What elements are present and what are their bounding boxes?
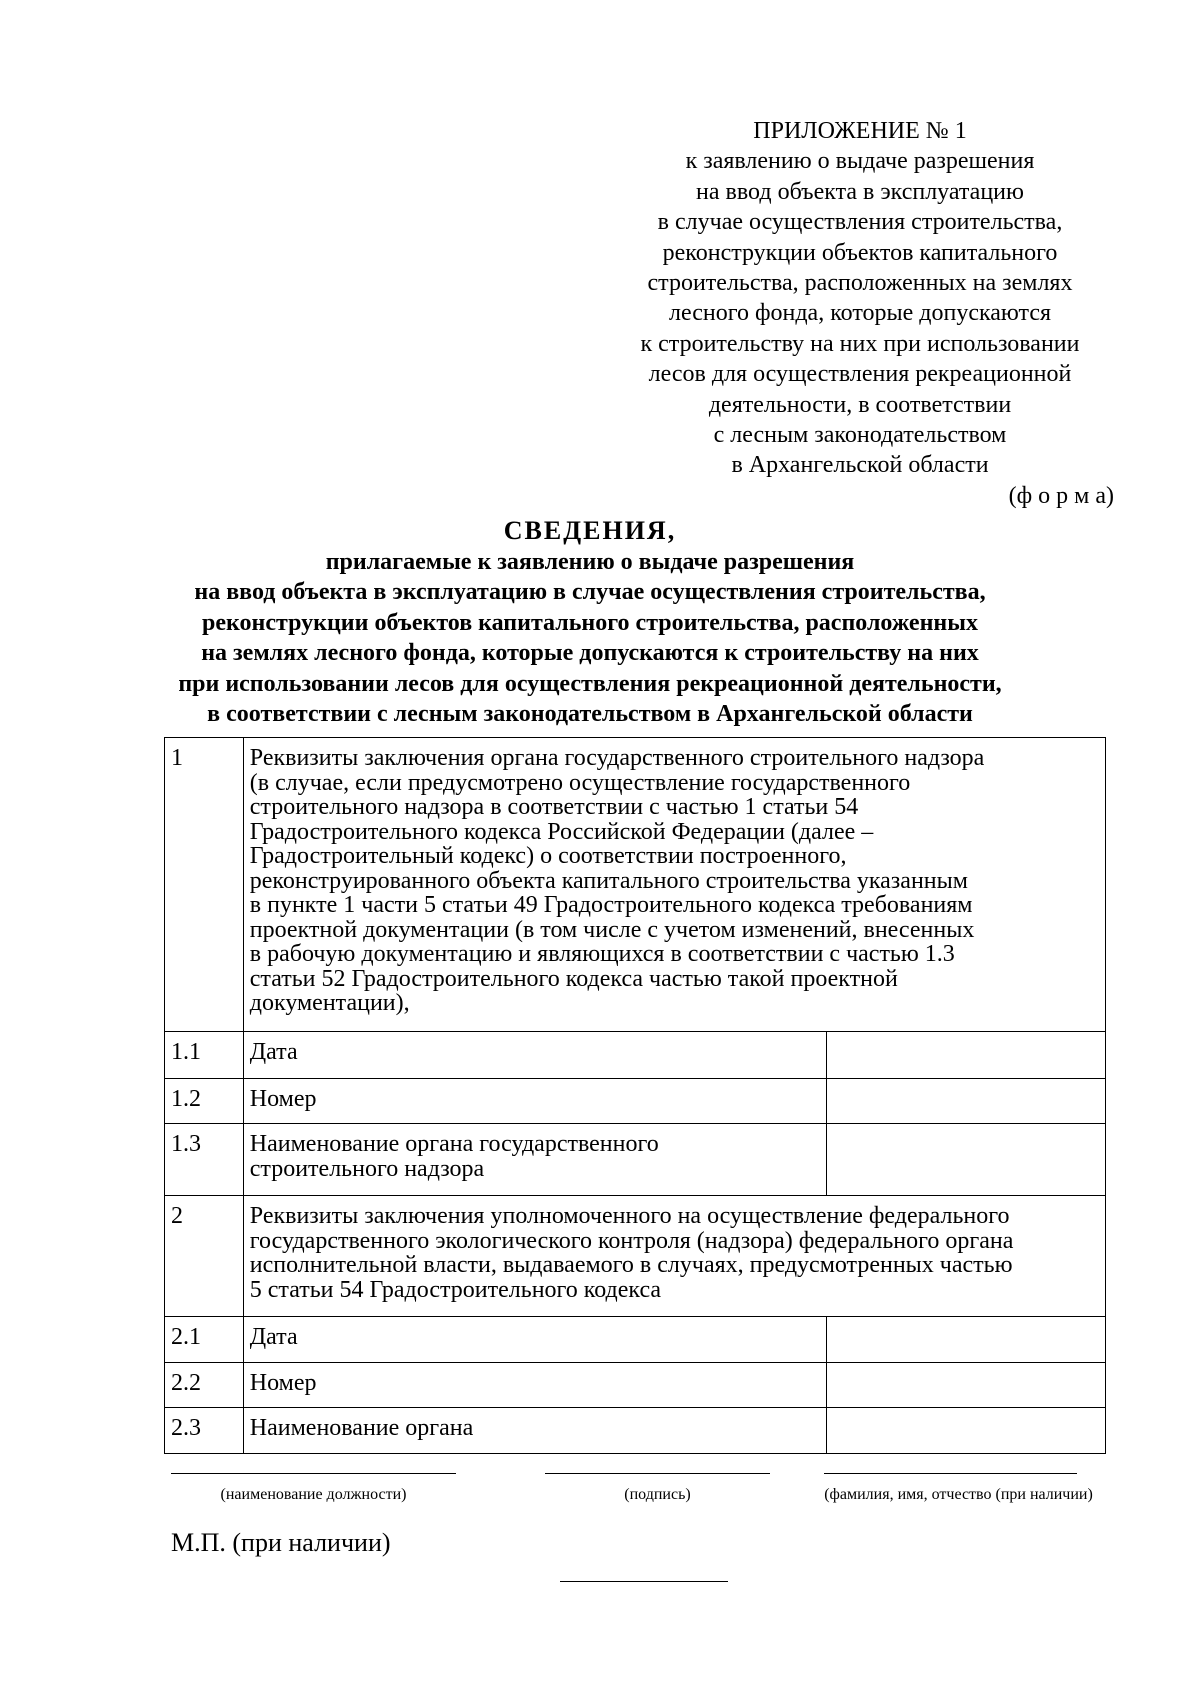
label-line: Градостроительного кодекса Российской Федерации (далее –	[249, 818, 874, 845]
number-field[interactable]	[826, 1363, 1105, 1408]
table-row	[165, 1124, 1106, 1196]
annex-line: реконструкции объектов капитального	[662, 239, 1058, 266]
document-title: СВЕДЕНИЯ,	[503, 516, 677, 545]
row-label: Номер	[243, 1079, 826, 1124]
label-line: строительного надзора	[249, 1155, 485, 1182]
row-label: Номер	[243, 1363, 826, 1408]
subtitle-line: прилагаемые к заявлению о выдаче разрешения	[325, 548, 855, 575]
signature-caption: (подпись)	[624, 1486, 691, 1503]
number-field[interactable]	[826, 1079, 1105, 1124]
position-caption: (наименование должности)	[220, 1486, 407, 1503]
label-line: Градостроительный кодекс) о соответствии построенного,	[249, 843, 847, 869]
label-line: проектной документации (в том числе с учетом изменений, внесенных	[249, 916, 975, 943]
annex-line: лесного фонда, которые допускаются	[668, 300, 1052, 327]
table-row	[165, 1079, 1106, 1124]
annex-line: к заявлению о выдаче разрешения	[685, 148, 1035, 175]
position-line[interactable]	[171, 1473, 456, 1474]
annex-line: к строительству на них при использовании	[640, 330, 1080, 357]
row-label: Дата	[243, 1317, 826, 1363]
annex-line: деятельности, в соответствии	[708, 391, 1012, 418]
date-field[interactable]	[826, 1317, 1105, 1363]
label-line: статьи 52 Градостроительного кодекса частью такой проектной	[249, 965, 898, 992]
label-line: строительного надзора в соответствии с частью 1 статьи 54	[249, 794, 859, 820]
row-label	[243, 738, 1105, 1032]
annex-line: с лесным законодательством	[713, 422, 1007, 449]
subtitle-line: на землях лесного фонда, которые допускаются к строительству на них	[201, 640, 979, 666]
date-field[interactable]	[826, 1032, 1105, 1079]
label-line: в пункте 1 части 5 статьи 49 Градостроительного кодекса требованиям	[249, 892, 973, 918]
label-line: документации),	[249, 990, 410, 1016]
document-heading	[130, 516, 1050, 730]
row-label: Наименование органа	[243, 1408, 826, 1454]
authority-name-field[interactable]	[826, 1408, 1105, 1454]
row-number: 1.1	[165, 1032, 244, 1079]
label-line: Наименование органа государственного	[249, 1131, 659, 1157]
label-line: в рабочую документацию и являющихся в соответствии с частью 1.3	[249, 941, 955, 967]
subtitle-line: при использовании лесов для осуществления рекреационной деятельности,	[178, 670, 1002, 697]
form-label: (ф о р м а)	[1008, 482, 1114, 509]
row-number: 1.3	[165, 1124, 244, 1196]
subtitle-line: в соответствии с лесным законодательством в Архангельской области	[207, 701, 973, 727]
row-label	[243, 1124, 826, 1196]
signature-line[interactable]	[545, 1473, 770, 1474]
label-line: Реквизиты заключения органа государственного строительного надзора	[249, 745, 985, 771]
row-number: 2	[165, 1196, 244, 1317]
row-number: 2.3	[165, 1408, 244, 1454]
seal-note: М.П. (при наличии)	[171, 1528, 391, 1557]
label-line: государственного экологического контроля (надзора) федерального органа	[249, 1227, 1014, 1254]
full-name-block	[824, 1473, 1093, 1504]
table-row	[165, 1408, 1106, 1454]
table-row	[165, 1317, 1106, 1363]
row-label	[243, 1196, 1105, 1317]
table-row	[165, 738, 1106, 1032]
signature-block	[545, 1473, 770, 1504]
label-line: исполнительной власти, выдаваемого в случаях, предусмотренных частью	[249, 1252, 1013, 1278]
annex-line: строительства, расположенных на землях	[647, 270, 1073, 297]
full-name-caption: (фамилия, имя, отчество (при наличии)	[824, 1486, 1093, 1503]
label-line: (в случае, если предусмотрено осуществление государственного	[249, 769, 911, 796]
annex-line: лесов для осуществления рекреационной	[648, 361, 1072, 388]
annex-line: в Архангельской области	[731, 452, 989, 479]
row-number: 1.2	[165, 1079, 244, 1124]
subtitle-line: на ввод объекта в эксплуатацию в случае осуществления строительства,	[194, 579, 986, 605]
annex-header	[600, 116, 1120, 511]
annex-line: в случае осуществления строительства,	[657, 209, 1063, 236]
label-line: Реквизиты заключения уполномоченного на осуществление федерального	[249, 1203, 1010, 1229]
table-row	[165, 1363, 1106, 1408]
row-number: 2.2	[165, 1363, 244, 1408]
end-separator-line	[560, 1581, 728, 1582]
subtitle-line: реконструкции объектов капитального строительства, расположенных	[202, 609, 978, 636]
annex-title: ПРИЛОЖЕНИЕ № 1	[753, 118, 967, 144]
table-row	[165, 1196, 1106, 1317]
row-number: 2.1	[165, 1317, 244, 1363]
annex-line: на ввод объекта в эксплуатацию	[696, 178, 1024, 205]
row-label: Дата	[243, 1032, 826, 1079]
position-signature-block	[171, 1473, 456, 1504]
info-table	[164, 737, 1106, 1454]
full-name-line[interactable]	[824, 1473, 1077, 1474]
label-line: реконструированного объекта капитального строительства указанным	[249, 867, 968, 894]
table-row	[165, 1032, 1106, 1079]
label-line: 5 статьи 54 Градостроительного кодекса	[249, 1276, 662, 1303]
row-number: 1	[165, 738, 244, 1032]
authority-name-field[interactable]	[826, 1124, 1105, 1196]
